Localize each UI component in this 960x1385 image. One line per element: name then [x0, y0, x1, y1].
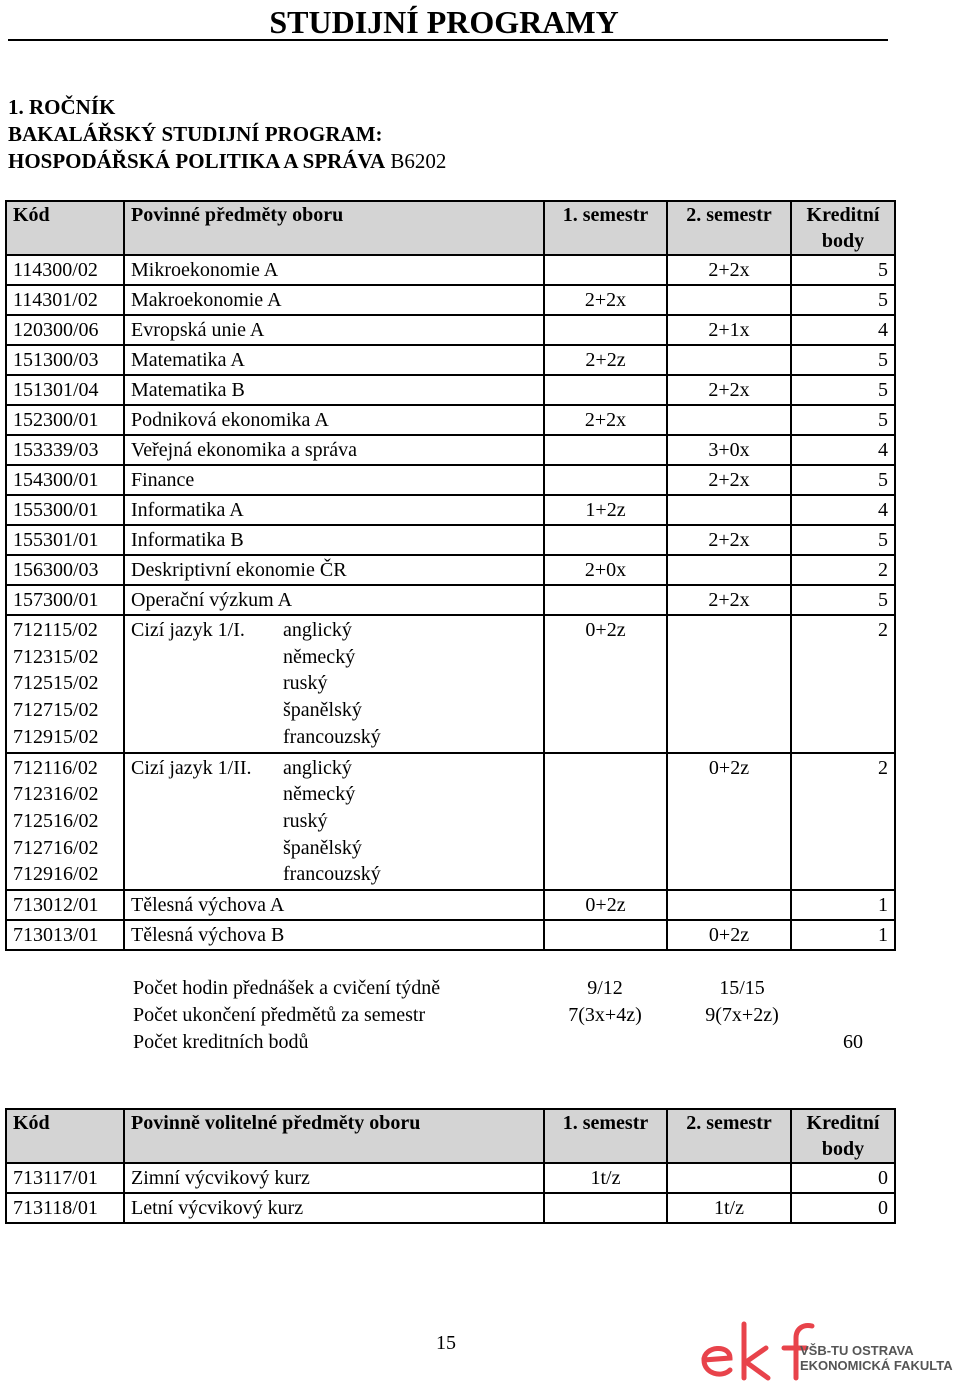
cell-semester-2: 1t/z [667, 1193, 791, 1223]
table-row [6, 345, 895, 375]
cell-credits: 2 [791, 555, 895, 585]
cell-code: 151301/04 [6, 375, 124, 405]
cell-code: 713117/01 [6, 1163, 124, 1193]
cell-code: 713012/01 [6, 890, 124, 920]
language-code: 712515/02 [13, 672, 99, 695]
table-row [6, 495, 895, 525]
institution-line-2: EKONOMICKÁ FAKULTA [800, 1358, 953, 1373]
cell-credits: 4 [791, 495, 895, 525]
cell-code: 154300/01 [6, 465, 124, 495]
cell-semester-1: 0+2z [544, 890, 667, 920]
cell-codes [6, 753, 124, 891]
cell-subject: Veřejná ekonomika a správa [124, 435, 544, 465]
header-semester-1: 1. semestr [544, 201, 667, 255]
table-row [6, 285, 895, 315]
header-semester-2: 2. semestr [667, 1109, 791, 1163]
summary-block [133, 975, 863, 1056]
table-row [6, 375, 895, 405]
cell-subject: Makroekonomie A [124, 285, 544, 315]
language-code: 712915/02 [13, 725, 99, 748]
language-option: španělský [283, 699, 362, 722]
table-row [6, 890, 895, 920]
cell-credits: 4 [791, 435, 895, 465]
cell-credits: 5 [791, 345, 895, 375]
language-option: ruský [283, 809, 328, 832]
optional-subjects-table [5, 1108, 896, 1224]
header-code: Kód [6, 1109, 124, 1163]
language-code: 712715/02 [13, 699, 99, 722]
table-row [6, 255, 895, 285]
cell-semester-1 [544, 585, 667, 615]
cell-subject: Tělesná výchova B [124, 920, 544, 950]
cell-subject: Evropská unie A [124, 315, 544, 345]
page-number: 15 [436, 1332, 456, 1354]
cell-semester-1 [544, 1193, 667, 1223]
cell-semester-1: 2+2z [544, 345, 667, 375]
table-row [6, 1163, 895, 1193]
cell-subject: Letní výcvikový kurz [124, 1193, 544, 1223]
cell-semester-1: 2+2x [544, 405, 667, 435]
language-code: 712916/02 [13, 863, 99, 886]
table-row [6, 585, 895, 615]
language-option: anglický [283, 756, 352, 779]
table-header-row [6, 1109, 895, 1163]
table-row-language-1 [6, 615, 895, 753]
cell-subject: Podniková ekonomika A [124, 405, 544, 435]
cell-semester-2: 2+1x [667, 315, 791, 345]
language-code: 712716/02 [13, 836, 99, 859]
header-subject: Povinné předměty oboru [124, 201, 544, 255]
table-row [6, 920, 895, 950]
cell-credits: 5 [791, 465, 895, 495]
table-row [6, 525, 895, 555]
header-credits: Kreditní body [791, 201, 895, 255]
institution-name [800, 1343, 953, 1373]
cell-credits: 0 [791, 1163, 895, 1193]
header-code: Kód [6, 201, 124, 255]
language-code: 712115/02 [13, 619, 98, 641]
cell-credits: 0 [791, 1193, 895, 1223]
summary-hours-label: Počet hodin přednášek a cvičení týdně [133, 977, 441, 999]
cell-subject [124, 615, 544, 753]
cell-credits: 5 [791, 375, 895, 405]
table-row [6, 405, 895, 435]
language-option: německý [283, 645, 356, 668]
program-name-heading [8, 148, 446, 175]
language-option: španělský [283, 836, 362, 859]
summary-credits-total: 60 [843, 1031, 863, 1053]
cell-semester-1 [544, 375, 667, 405]
cell-semester-1 [544, 255, 667, 285]
cell-code: 151300/03 [6, 345, 124, 375]
cell-code: 120300/06 [6, 315, 124, 345]
cell-credits: 1 [791, 920, 895, 950]
cell-code: 156300/03 [6, 555, 124, 585]
cell-credits: 5 [791, 285, 895, 315]
cell-credits: 5 [791, 255, 895, 285]
cell-code: 114301/02 [6, 285, 124, 315]
cell-credits: 2 [791, 753, 895, 891]
cell-semester-2 [667, 555, 791, 585]
cell-codes [6, 615, 124, 753]
cell-subject: Informatika B [124, 525, 544, 555]
summary-hours-s2: 15/15 [719, 977, 765, 999]
cell-subject: Finance [124, 465, 544, 495]
cell-credits: 2 [791, 615, 895, 753]
language-subject-label: Cizí jazyk 1/I. [131, 619, 245, 641]
summary-completions-s2: 9(7x+2z) [705, 1004, 779, 1026]
cell-subject [124, 753, 544, 891]
program-type-heading: BAKALÁŘSKÝ STUDIJNÍ PROGRAM: [8, 122, 383, 146]
cell-code: 152300/01 [6, 405, 124, 435]
year-heading: 1. ROČNÍK [8, 95, 116, 119]
table-row [6, 465, 895, 495]
cell-subject: Informatika A [124, 495, 544, 525]
cell-credits: 4 [791, 315, 895, 345]
cell-code: 114300/02 [6, 255, 124, 285]
cell-code: 157300/01 [6, 585, 124, 615]
cell-semester-1: 1t/z [544, 1163, 667, 1193]
compulsory-subjects-table [5, 200, 896, 951]
cell-semester-2: 2+2x [667, 585, 791, 615]
cell-semester-1: 2+2x [544, 285, 667, 315]
header-semester-1: 1. semestr [544, 1109, 667, 1163]
cell-semester-2 [667, 1163, 791, 1193]
cell-semester-1 [544, 315, 667, 345]
cell-subject: Mikroekonomie A [124, 255, 544, 285]
institution-line-1: VŠB-TU OSTRAVA [800, 1343, 914, 1358]
program-heading [8, 94, 446, 175]
summary-completions-row [133, 1002, 863, 1029]
summary-hours-s1: 9/12 [587, 977, 623, 999]
cell-semester-2 [667, 405, 791, 435]
cell-semester-1 [544, 435, 667, 465]
language-option: francouzský [283, 725, 381, 748]
summary-credits-row [133, 1029, 863, 1056]
table-row-language-2 [6, 753, 895, 891]
language-option: anglický [283, 619, 352, 641]
cell-semester-1 [544, 753, 667, 891]
header-semester-2: 2. semestr [667, 201, 791, 255]
table-row [6, 555, 895, 585]
language-code: 712516/02 [13, 809, 99, 832]
cell-semester-2 [667, 890, 791, 920]
cell-subject: Tělesná výchova A [124, 890, 544, 920]
header-subject: Povinně volitelné předměty oboru [124, 1109, 544, 1163]
table-row [6, 435, 895, 465]
cell-semester-2 [667, 495, 791, 525]
table-header-row [6, 201, 895, 255]
cell-credits: 5 [791, 405, 895, 435]
cell-subject: Operační výzkum A [124, 585, 544, 615]
cell-credits: 5 [791, 585, 895, 615]
program-name: HOSPODÁŘSKÁ POLITIKA A SPRÁVA [8, 149, 386, 173]
cell-semester-1 [544, 465, 667, 495]
cell-semester-1: 1+2z [544, 495, 667, 525]
cell-semester-1: 2+0x [544, 555, 667, 585]
cell-credits: 1 [791, 890, 895, 920]
table-row [6, 1193, 895, 1223]
summary-completions-s1: 7(3x+4z) [568, 1004, 642, 1026]
cell-code: 713118/01 [6, 1193, 124, 1223]
page-title: STUDIJNÍ PROGRAMY [269, 4, 619, 40]
cell-code: 155300/01 [6, 495, 124, 525]
language-code: 712316/02 [13, 783, 99, 806]
language-option: německý [283, 783, 356, 806]
cell-semester-2: 0+2z [667, 753, 791, 891]
cell-semester-1 [544, 920, 667, 950]
cell-subject: Deskriptivní ekonomie ČR [124, 555, 544, 585]
cell-semester-2: 2+2x [667, 375, 791, 405]
language-code: 712116/02 [13, 756, 98, 779]
table-row [6, 315, 895, 345]
cell-semester-2 [667, 615, 791, 753]
cell-code: 713013/01 [6, 920, 124, 950]
cell-semester-2: 3+0x [667, 435, 791, 465]
language-option: ruský [283, 672, 328, 695]
summary-completions-label: Počet ukončení předmětů za semestr [133, 1004, 426, 1026]
cell-semester-2 [667, 285, 791, 315]
cell-semester-2: 0+2z [667, 920, 791, 950]
language-subject-label: Cizí jazyk 1/II. [131, 756, 252, 779]
program-code: B6202 [385, 149, 447, 173]
cell-semester-2: 2+2x [667, 525, 791, 555]
cell-credits: 5 [791, 525, 895, 555]
cell-semester-1: 0+2z [544, 615, 667, 753]
header-credits: Kreditní body [791, 1109, 895, 1163]
cell-code: 153339/03 [6, 435, 124, 465]
cell-subject: Zimní výcvikový kurz [124, 1163, 544, 1193]
summary-hours-row [133, 975, 863, 1002]
cell-semester-2: 2+2x [667, 465, 791, 495]
language-code: 712315/02 [13, 645, 99, 668]
title-underline [8, 39, 888, 41]
summary-credits-label: Počet kreditních bodů [133, 1031, 309, 1053]
cell-semester-2 [667, 345, 791, 375]
cell-semester-2: 2+2x [667, 255, 791, 285]
language-option: francouzský [283, 863, 381, 886]
cell-subject: Matematika B [124, 375, 544, 405]
cell-semester-1 [544, 525, 667, 555]
cell-code: 155301/01 [6, 525, 124, 555]
cell-subject: Matematika A [124, 345, 544, 375]
